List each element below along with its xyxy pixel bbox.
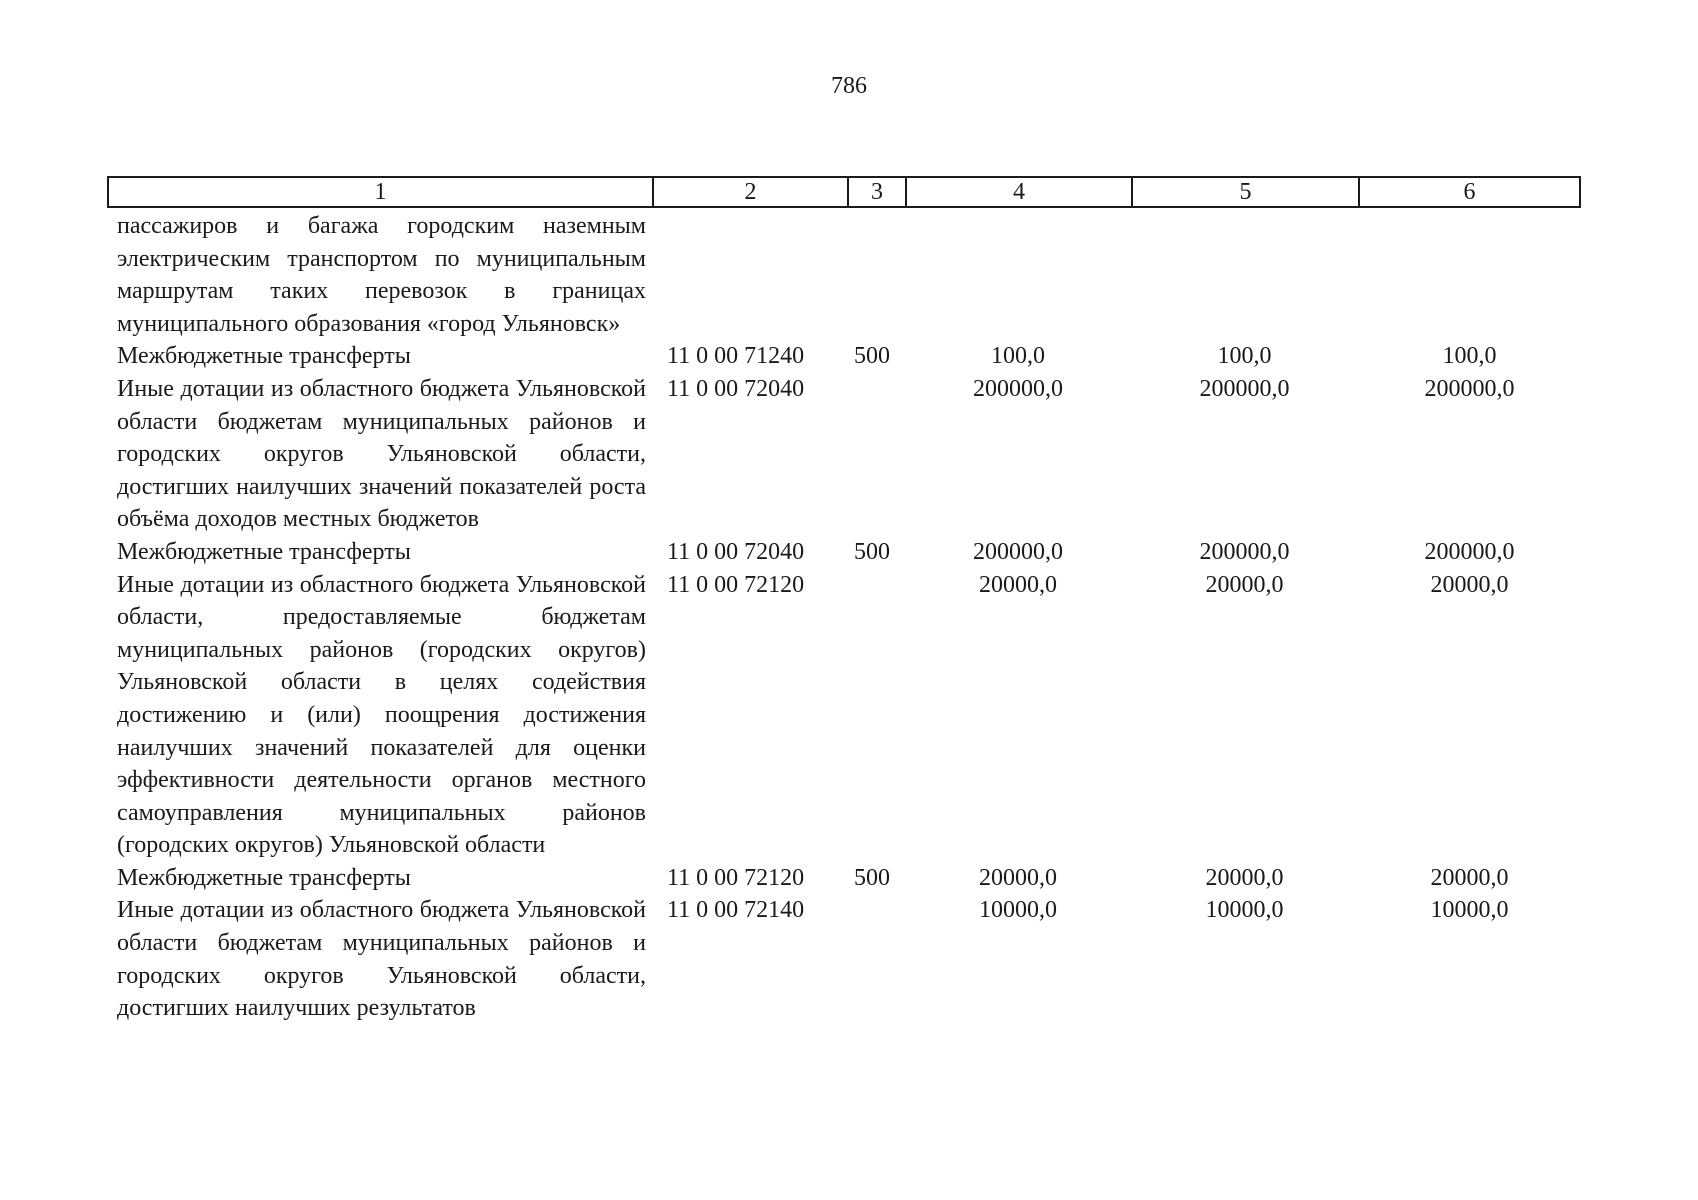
row-code: 11 0 00 72040: [667, 375, 805, 402]
row-value-2: 20000,0: [1205, 571, 1284, 598]
table-row: [107, 373, 1581, 536]
row-expense-type: 500: [854, 343, 890, 370]
row-value-3: 20000,0: [1430, 864, 1509, 891]
table-row: [107, 569, 1581, 862]
page-number: 786: [831, 73, 867, 99]
row-name: Иные дотации из областного бюджета Ульяновской области бюджетам муниципальных районов и городских округов Ульяновской области, достигших наилучших значений показателей роста объёма доходов местных бюджетов: [117, 375, 646, 533]
row-code: 11 0 00 72120: [667, 571, 805, 598]
row-value-1: 100,0: [991, 343, 1045, 370]
header-col-6: 6: [1463, 179, 1476, 205]
row-value-3: 20000,0: [1430, 571, 1509, 598]
row-name: Иные дотации из областного бюджета Ульяновской области, предоставляемые бюджетам муниципальных районов (городских округов) Ульяновской области в целях содействия достижению и (или) поощрения достижения наилучших значений показателей для оценки эффективности деятельности органов местного самоуправления муниципальных районов (городских округов) Ульяновской области: [117, 571, 646, 859]
row-code: 11 0 00 72040: [667, 538, 805, 565]
row-value-2: 10000,0: [1205, 897, 1284, 924]
row-value-2: 20000,0: [1205, 864, 1284, 891]
row-value-2: 100,0: [1217, 343, 1272, 370]
row-name: Межбюджетные трансферты: [117, 538, 411, 565]
row-value-1: [905, 210, 1131, 340]
row-code: 11 0 00 72140: [667, 897, 805, 924]
header-col-5: 5: [1133, 178, 1360, 206]
row-value-1: 20000,0: [979, 864, 1057, 891]
row-code: [652, 210, 847, 340]
header-col-3: 3: [849, 178, 907, 206]
row-expense-type: [847, 373, 905, 536]
row-value-3: 100,0: [1442, 343, 1497, 370]
row-value-1: 20000,0: [979, 571, 1057, 598]
row-name: пассажиров и багажа городским наземным электрическим транспортом по муниципальным маршрутам таких перевозок в границах муниципального образования «город Ульяновск»: [117, 213, 646, 337]
row-expense-type: 500: [854, 864, 890, 891]
table-row: [107, 862, 1581, 895]
row-value-1: 200000,0: [973, 538, 1063, 565]
header-col-1: 1: [109, 178, 654, 206]
header-col-2: 2: [654, 178, 849, 206]
row-value-1: 10000,0: [979, 897, 1057, 924]
row-value-3: 200000,0: [1424, 375, 1515, 402]
header-col-4: 4: [907, 178, 1133, 206]
row-value-3: [1358, 210, 1581, 340]
row-value-2: 200000,0: [1199, 538, 1290, 565]
row-value-2: 200000,0: [1199, 375, 1290, 402]
table-row: [107, 894, 1581, 1024]
row-expense-type: [847, 210, 905, 340]
row-code: 11 0 00 71240: [667, 343, 805, 370]
row-name: Межбюджетные трансферты: [117, 864, 411, 891]
row-value-1: 200000,0: [973, 375, 1063, 402]
table-row: [107, 340, 1581, 373]
row-expense-type: [847, 894, 905, 1024]
row-expense-type: [847, 569, 905, 862]
row-name: Иные дотации из областного бюджета Ульяновской области бюджетам муниципальных районов и городских округов Ульяновской области, достигших наилучших результатов: [117, 897, 646, 1022]
table-row: [107, 210, 1581, 340]
row-value-3: 10000,0: [1430, 897, 1509, 924]
table-body: [107, 210, 1581, 1025]
row-name: Межбюджетные трансферты: [117, 343, 411, 370]
table-row: [107, 536, 1581, 569]
table-header: [107, 176, 1581, 208]
row-value-3: 200000,0: [1424, 538, 1515, 565]
row-code: 11 0 00 72120: [667, 864, 805, 891]
row-value-2: [1131, 210, 1358, 340]
row-expense-type: 500: [854, 538, 890, 565]
